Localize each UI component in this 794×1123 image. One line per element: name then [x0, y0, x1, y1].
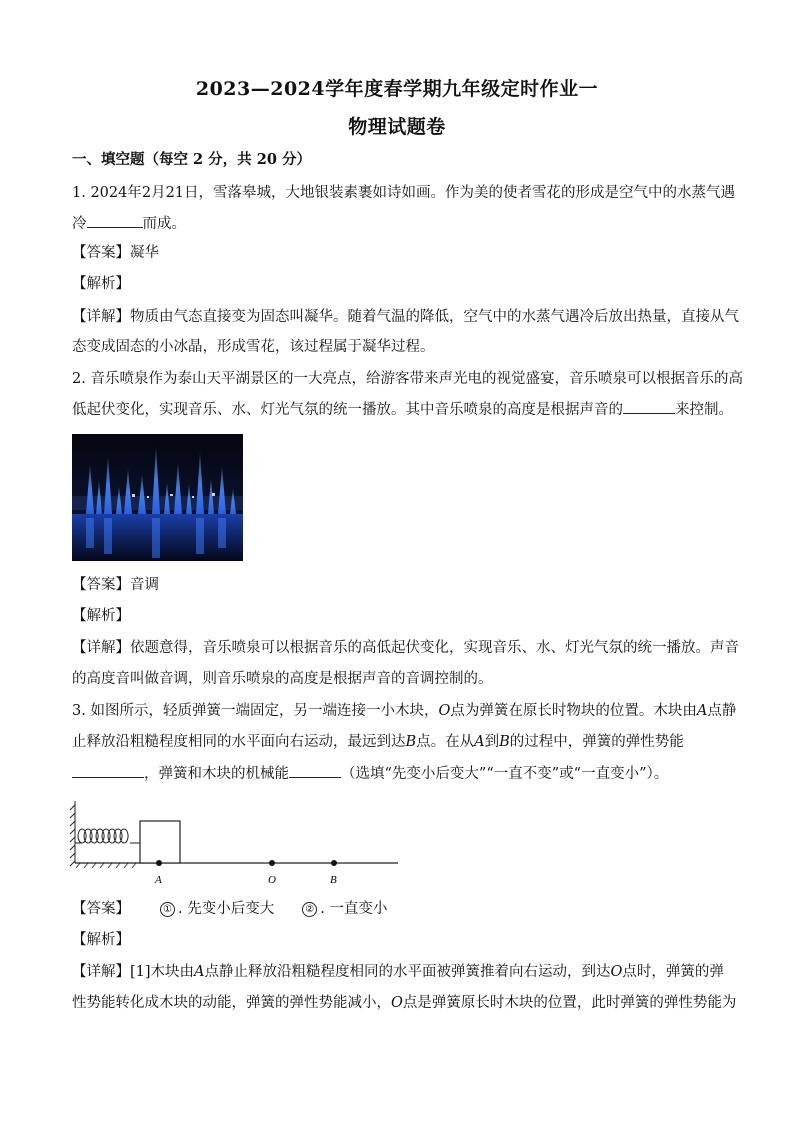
q3-text-seg: 止释放沿粗糙程度相同的水平面向右运动，最远到达 [72, 734, 406, 750]
q1-text-post: 而成。 [142, 216, 186, 232]
q2-answer-value: 音调 [130, 577, 159, 593]
q2-text-line2 [72, 399, 733, 420]
answer-tag: 【答案】 [72, 901, 130, 917]
q3-point-b: B [405, 734, 417, 750]
q3-text-seg: 3. 如图所示，轻质弹簧一端固定，另一端连接一小木块， [72, 703, 439, 719]
q3-point-b: B [499, 734, 510, 750]
q3-point-a: A [474, 734, 485, 750]
fountain-photo [72, 434, 243, 561]
q3-point-o: O [610, 964, 623, 980]
page-subtitle: 物理试题卷 [348, 116, 446, 138]
q1-text-line2 [72, 213, 722, 234]
q3-text-line3 [72, 763, 722, 784]
answer-num-2: ② [302, 902, 317, 917]
q3-text-line1 [72, 701, 737, 721]
detail-tag: 【详解】 [72, 309, 130, 325]
q3-analysis-tag: 【解析】 [72, 932, 130, 948]
label-o: O [268, 874, 276, 886]
wood-block [140, 821, 180, 863]
q3-detail-line1 [72, 962, 722, 982]
point-b-marker [331, 860, 337, 866]
q3-detail-seg: 点是弹簧原长时木块的位置，此时弹簧的弹性势能为 [402, 995, 737, 1011]
answer-num-1: ① [160, 902, 175, 917]
ground-hatch [76, 863, 136, 868]
q3-point-a: A [194, 964, 205, 980]
q2-detail-text1: 依题意得，音乐喷泉可以根据音乐的高低起伏变化，实现音乐、水、灯光气氛的统一播放。声音 [130, 640, 739, 656]
spring [75, 829, 140, 843]
q1-detail-line1 [72, 307, 739, 327]
q1-text-line1: 1. 2024年2月21日，雪落皋城，大地银装素裹如诗如画。作为美的使者雪花的形成是空气中的水蒸气遇 [72, 185, 736, 201]
q3-text-seg: 点静 [707, 703, 737, 719]
point-o-marker [269, 860, 275, 866]
q3-text-line2 [72, 732, 722, 752]
q3-point-a: A [696, 703, 708, 719]
q3-detail-seg: 性势能转化成木块的动能，弹簧的弹性势能减小， [72, 995, 391, 1011]
q2-text-post: 来控制。 [675, 402, 733, 418]
label-b: B [330, 874, 337, 886]
page-title: 2023—2024学年度春学期九年级定时作业一 [195, 78, 599, 100]
q3-detail-seg: [1]木块由 [130, 964, 195, 980]
answer-tag: 【答案】 [72, 245, 130, 261]
q3-answer-2: . 一直变小 [320, 901, 388, 917]
label-a: A [155, 874, 162, 886]
q2-analysis-tag: 【解析】 [72, 608, 130, 624]
q3-answer-1: . 先变小后变大 [178, 901, 275, 917]
q3-point-o: O [438, 703, 451, 719]
q3-text-seg: 的过程中，弹簧的弹性势能 [509, 734, 684, 750]
section-heading: 一、填空题（每空 2 分，共 20 分） [72, 151, 311, 168]
q2-answer [72, 575, 722, 595]
q3-point-o: O [391, 995, 403, 1011]
q3-text-seg: 点为弹簧在原长时物块的位置。木块由 [450, 703, 697, 719]
q3-blank-1 [72, 763, 144, 778]
q1-answer [72, 243, 722, 263]
q1-answer-value: 凝华 [130, 245, 159, 261]
q1-text-pre: 冷 [72, 216, 87, 232]
q3-detail-seg: 点时，弹簧的弹 [622, 964, 724, 980]
detail-tag: 【详解】 [72, 964, 130, 980]
answer-tag: 【答案】 [72, 577, 130, 593]
q2-detail-line1 [72, 638, 739, 658]
spring-block-diagram [68, 795, 408, 890]
q1-blank [87, 213, 143, 228]
q2-blank [623, 399, 675, 414]
q3-answer [72, 899, 722, 919]
detail-tag: 【详解】 [72, 640, 130, 656]
q3-text-seg: 点。在从 [416, 734, 475, 750]
q2-text-pre: 低起伏变化，实现音乐、水、灯光气氛的统一播放。其中音乐喷泉的高度是根据声音的 [72, 402, 623, 418]
q1-detail-line2: 态变成固态的小冰晶，形成雪花，该过程属于凝华过程。 [72, 339, 435, 355]
q3-text-seg: ，弹簧和木块的机械能 [144, 766, 289, 782]
q3-detail-seg: 点静止释放沿粗糙程度相同的水平面被弹簧推着向右运动，到达 [204, 964, 611, 980]
q3-blank-2 [289, 763, 341, 778]
q3-text-seg: 到 [484, 734, 500, 750]
q1-analysis-tag: 【解析】 [72, 276, 130, 292]
q3-detail-line2 [72, 993, 737, 1013]
q2-detail-line2: 的高度音叫做音调，则音乐喷泉的高度是根据声音的音调控制的。 [72, 671, 493, 687]
fixed-wall [70, 801, 75, 866]
q3-text-seg: （选填“先变小后变大”“一直不变”或“一直变小”）。 [341, 766, 669, 782]
q1-detail-text1: 物质由气态直接变为固态叫凝华。随着气温的降低，空气中的水蒸气遇冷后放出热量，直接从气 [130, 309, 739, 325]
q2-text-line1: 2. 音乐喷泉作为泰山天平湖景区的一大亮点，给游客带来声光电的视觉盛宴，音乐喷泉可以根据音乐的高 [72, 371, 743, 387]
point-a-marker [156, 860, 162, 866]
